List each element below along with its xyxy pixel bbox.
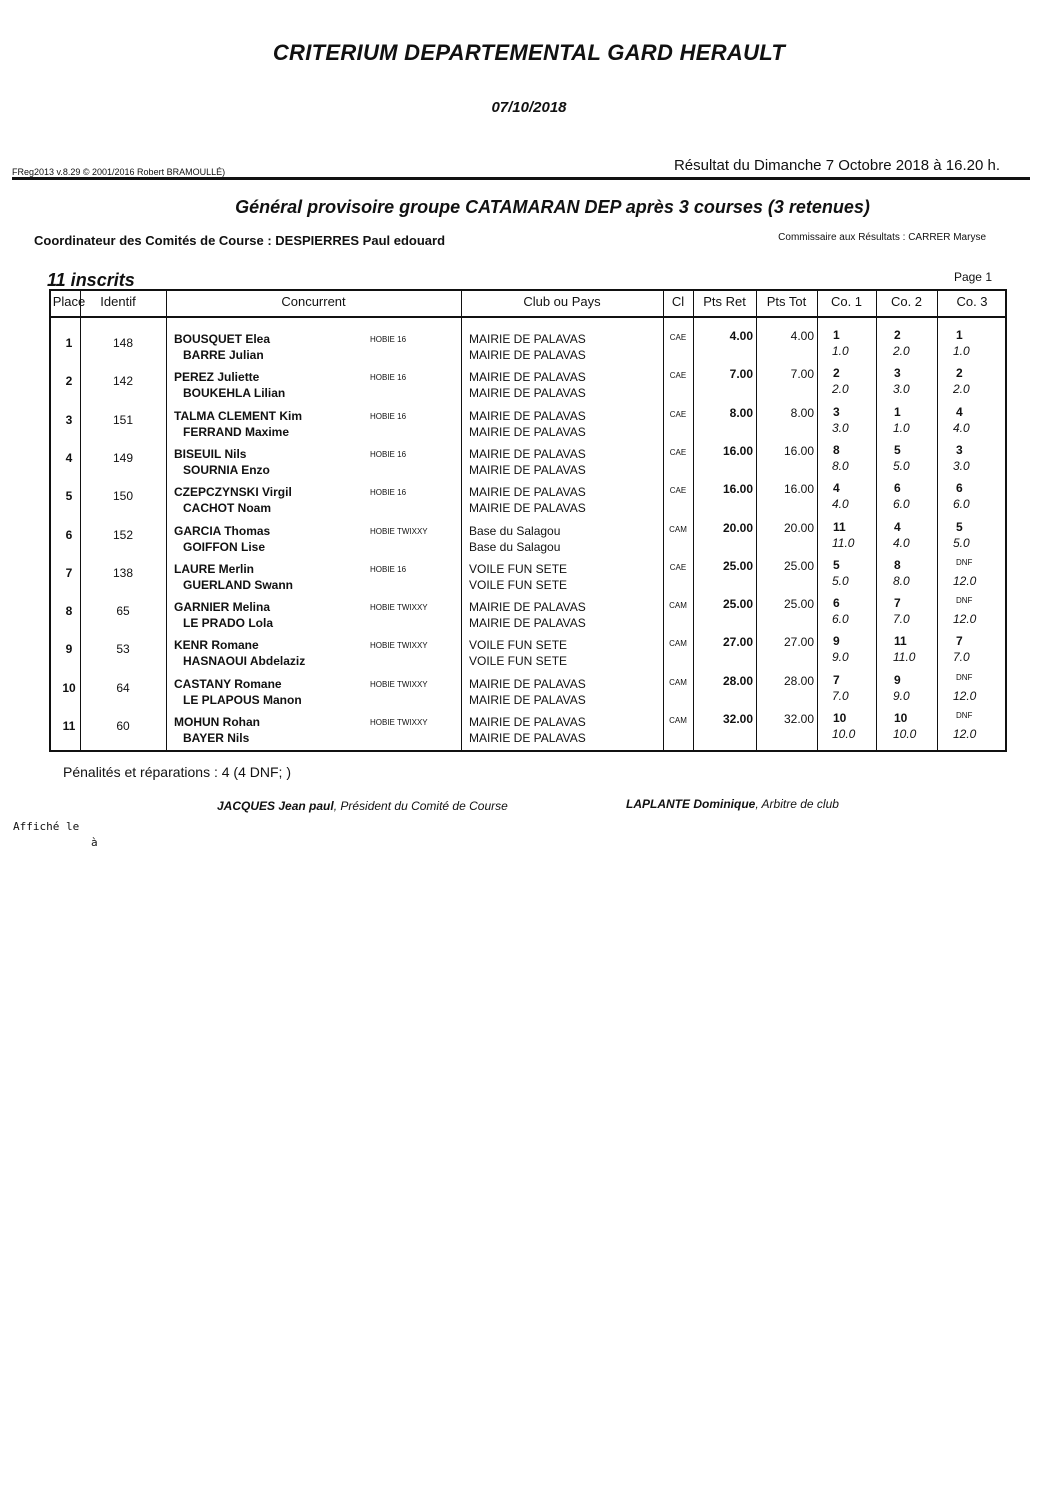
identif-cell: 65 (116, 604, 130, 619)
helm-name: MOHUN Rohan (174, 715, 260, 729)
course3-points: 5.0 (953, 535, 970, 550)
result-timestamp: Résultat du Dimanche 7 Octobre 2018 à 16.20 h. (673, 157, 1000, 174)
course1-points: 2.0 (832, 382, 849, 397)
crew-club: MAIRIE DE PALAVAS (469, 386, 586, 401)
identif-cell: 138 (112, 565, 134, 580)
place-cell: 9 (65, 642, 73, 657)
course3-place: 3 (956, 442, 963, 457)
place-cell: 10 (62, 680, 76, 695)
course1-place: 2 (833, 366, 840, 381)
crew-name: LE PLAPOUS Manon (183, 692, 302, 707)
class-cell: CAE (669, 486, 687, 496)
course2-place: 2 (894, 328, 901, 342)
place-cell: 8 (65, 604, 73, 619)
pts-ret-cell: 32.00 (722, 712, 753, 726)
crew-name: CACHOT Noam (183, 501, 272, 516)
pts-tot-cell: 16.00 (783, 443, 814, 458)
table-header-divider (49, 316, 1007, 318)
class-cell: CAM (669, 639, 687, 649)
place-cell: 5 (65, 489, 73, 504)
header-course-1: Co. 1 (830, 294, 863, 309)
ranking-subtitle: Général provisoire groupe CATAMARAN DEP après 3 courses (3 retenues) (235, 197, 870, 217)
helm-name: PEREZ Juliette (174, 370, 260, 385)
pts-ret-cell: 20.00 (722, 520, 753, 535)
course1-place: 5 (833, 557, 840, 572)
column-divider (876, 291, 877, 750)
crew-name: GUERLAND Swann (183, 577, 294, 592)
course1-place: 9 (833, 634, 840, 649)
course1-place: 7 (833, 672, 840, 687)
course3-place: 1 (956, 328, 963, 342)
pts-ret-cell: 7.00 (729, 367, 753, 382)
crew-club: MAIRIE DE PALAVAS (469, 462, 586, 477)
course2-points: 6.0 (893, 497, 910, 512)
identif-cell: 149 (112, 450, 134, 465)
coordinator-line: Coordinateur des Comités de Course : DESPIERRES Paul edouard (34, 233, 446, 248)
place-cell: 3 (65, 412, 73, 427)
course2-points: 3.0 (893, 382, 910, 397)
crew-name: GOIFFON Lise (183, 539, 266, 554)
course3-points: 4.0 (953, 420, 970, 435)
course2-place: 6 (894, 481, 901, 496)
course3-place: 4 (956, 404, 963, 419)
course2-points: 11.0 (893, 650, 916, 665)
column-divider (817, 291, 818, 750)
course1-place: 3 (833, 404, 840, 419)
header-divider (12, 177, 1030, 180)
course2-place: 1 (894, 404, 901, 419)
class-cell: CAM (669, 716, 687, 725)
header-course-2: Co. 2 (890, 294, 923, 309)
course2-points: 9.0 (893, 688, 910, 703)
crew-club: VOILE FUN SETE (469, 577, 568, 592)
header-course-3: Co. 3 (956, 294, 988, 309)
identif-cell: 150 (112, 489, 134, 504)
pts-tot-cell: 32.00 (783, 712, 814, 726)
boat-type: HOBIE TWIXXY (370, 526, 428, 536)
class-cell: CAE (669, 409, 687, 419)
place-cell: 4 (65, 450, 73, 465)
course3-place: DNF (956, 557, 973, 567)
column-divider (166, 291, 167, 750)
course2-place: 7 (894, 596, 901, 611)
helm-club: MAIRIE DE PALAVAS (469, 446, 586, 461)
course3-points: 12.0 (953, 573, 977, 588)
pts-ret-cell: 27.00 (722, 635, 753, 650)
course1-points: 3.0 (832, 420, 849, 435)
course1-points: 9.0 (832, 650, 849, 665)
pts-tot-cell: 20.00 (783, 520, 814, 535)
pts-tot-cell: 25.00 (783, 597, 814, 612)
course1-place: 11 (833, 519, 846, 534)
helm-club: MAIRIE DE PALAVAS (469, 332, 586, 346)
crew-name: BARRE Julian (183, 348, 264, 362)
boat-type: HOBIE TWIXXY (370, 718, 428, 727)
boat-type: HOBIE 16 (370, 449, 407, 459)
helm-club: MAIRIE DE PALAVAS (469, 676, 586, 691)
course3-place: 7 (956, 634, 963, 649)
helm-club: Base du Salagou (469, 523, 561, 538)
crew-name: BOUKEHLA Lilian (183, 386, 286, 401)
course1-points: 7.0 (832, 688, 849, 703)
helm-name: CASTANY Romane (174, 676, 282, 691)
course3-points: 3.0 (953, 458, 970, 473)
course1-points: 11.0 (832, 535, 855, 550)
course2-place: 11 (894, 634, 907, 649)
column-divider (461, 291, 462, 750)
header-class: Cl (671, 294, 685, 309)
course3-points: 12.0 (953, 688, 977, 703)
penalties-line: Pénalités et réparations : 4 (4 DNF; ) (63, 764, 291, 780)
course2-place: 10 (894, 711, 908, 725)
pts-ret-cell: 16.00 (722, 482, 753, 497)
pts-tot-cell: 8.00 (790, 405, 814, 420)
crew-name: FERRAND Maxime (183, 424, 290, 439)
event-date: 07/10/2018 (491, 99, 567, 116)
pts-tot-cell: 4.00 (790, 329, 814, 343)
crew-club: Base du Salagou (469, 539, 561, 554)
pts-tot-cell: 7.00 (790, 367, 814, 382)
place-cell: 7 (65, 565, 73, 580)
class-cell: CAE (669, 333, 687, 342)
boat-type: HOBIE 16 (370, 411, 407, 421)
entries-count: 11 inscrits (47, 270, 135, 290)
course3-place: DNF (956, 672, 973, 682)
helm-club: MAIRIE DE PALAVAS (469, 485, 586, 500)
pts-tot-cell: 16.00 (783, 482, 814, 497)
place-cell: 1 (65, 336, 73, 350)
helm-club: MAIRIE DE PALAVAS (469, 715, 586, 729)
course3-place: 6 (956, 481, 963, 496)
crew-club: MAIRIE DE PALAVAS (469, 731, 586, 745)
class-cell: CAE (669, 371, 687, 381)
crew-name: BAYER Nils (183, 731, 250, 745)
class-cell: CAM (669, 677, 687, 687)
president-role: , Président du Comité de Course (333, 799, 508, 813)
boat-type: HOBIE 16 (370, 564, 407, 574)
course2-points: 2.0 (893, 344, 910, 358)
boat-type: HOBIE 16 (370, 373, 407, 383)
course1-points: 4.0 (832, 497, 849, 512)
software-credit: FReg2013 v.8.29 © 2001/2016 Robert BRAMOULLÉ) (12, 167, 226, 177)
helm-club: MAIRIE DE PALAVAS (469, 600, 586, 615)
identif-cell: 148 (112, 336, 134, 350)
boat-type: HOBIE 16 (370, 335, 407, 344)
class-cell: CAE (669, 562, 687, 572)
document-title: CRITERIUM DEPARTEMENTAL GARD HERAULT (272, 40, 786, 65)
signature-referee (626, 797, 839, 811)
course2-points: 8.0 (893, 573, 910, 588)
president-name: JACQUES Jean paul (217, 799, 334, 813)
crew-club: VOILE FUN SETE (469, 654, 568, 669)
course2-points: 10.0 (893, 727, 917, 741)
pts-ret-cell: 28.00 (722, 673, 753, 688)
helm-name: CZEPCZYNSKI Virgil (174, 485, 292, 500)
course1-place: 4 (833, 481, 840, 496)
referee-role: , Arbitre de club (755, 797, 839, 811)
crew-club: MAIRIE DE PALAVAS (469, 424, 586, 439)
helm-name: GARCIA Thomas (174, 523, 271, 538)
course3-place: 5 (956, 519, 963, 534)
course1-points: 5.0 (832, 573, 849, 588)
identif-cell: 152 (112, 527, 134, 542)
pts-tot-cell: 28.00 (783, 673, 814, 688)
course1-place: 10 (833, 711, 847, 725)
class-cell: CAE (669, 447, 687, 457)
header-identif: Identif (100, 294, 136, 309)
place-cell: 2 (65, 374, 73, 389)
posted-at-label: à (91, 836, 98, 849)
helm-name: BOUSQUET Elea (174, 332, 271, 346)
course2-place: 3 (894, 366, 901, 381)
helm-club: MAIRIE DE PALAVAS (469, 408, 586, 423)
course2-place: 5 (894, 442, 901, 457)
helm-name: LAURE Merlin (174, 561, 255, 576)
course1-points: 6.0 (832, 612, 849, 627)
boat-type: HOBIE 16 (370, 488, 407, 498)
crew-name: LE PRADO Lola (183, 616, 274, 631)
boat-type: HOBIE TWIXXY (370, 679, 428, 689)
helm-club: VOILE FUN SETE (469, 561, 568, 576)
pts-ret-cell: 25.00 (722, 558, 753, 573)
course1-place: 6 (833, 596, 840, 611)
header-club: Club ou Pays (523, 294, 601, 309)
header-place: Place (52, 294, 86, 309)
course2-points: 1.0 (893, 420, 910, 435)
pts-ret-cell: 8.00 (729, 405, 753, 420)
helm-club: VOILE FUN SETE (469, 638, 568, 653)
identif-cell: 60 (116, 719, 130, 733)
course3-points: 6.0 (953, 497, 970, 512)
course3-place: 2 (956, 366, 963, 381)
crew-club: MAIRIE DE PALAVAS (469, 692, 586, 707)
class-cell: CAM (669, 524, 687, 534)
helm-name: KENR Romane (174, 638, 259, 653)
helm-name: TALMA CLEMENT Kim (174, 408, 302, 423)
signature-president (217, 799, 508, 813)
identif-cell: 142 (112, 374, 134, 389)
course1-place: 1 (833, 328, 840, 342)
pts-ret-cell: 4.00 (729, 329, 753, 343)
course3-points: 1.0 (953, 344, 970, 358)
pts-tot-cell: 27.00 (783, 635, 814, 650)
referee-name: LAPLANTE Dominique (626, 797, 756, 811)
course2-points: 7.0 (893, 612, 910, 627)
course2-points: 4.0 (893, 535, 910, 550)
identif-cell: 53 (116, 642, 130, 657)
place-cell: 6 (65, 527, 73, 542)
crew-name: HASNAOUI Abdelaziz (183, 654, 306, 669)
course3-place: DNF (956, 711, 973, 720)
crew-club: MAIRIE DE PALAVAS (469, 501, 586, 516)
header-pts-tot: Pts Tot (766, 294, 807, 309)
course1-points: 10.0 (832, 727, 856, 741)
pts-tot-cell: 25.00 (783, 558, 814, 573)
boat-type: HOBIE TWIXXY (370, 641, 428, 651)
helm-name: GARNIER Melina (174, 600, 271, 615)
pts-ret-cell: 16.00 (722, 443, 753, 458)
place-cell: 11 (62, 719, 76, 733)
course1-points: 1.0 (832, 344, 849, 358)
identif-cell: 64 (116, 680, 130, 695)
crew-club: MAIRIE DE PALAVAS (469, 348, 586, 362)
course3-place: DNF (956, 596, 973, 606)
posted-notice (13, 819, 98, 851)
course1-points: 8.0 (832, 458, 849, 473)
course3-points: 7.0 (953, 650, 970, 665)
course2-points: 5.0 (893, 458, 910, 473)
identif-cell: 151 (112, 412, 134, 427)
course2-place: 8 (894, 557, 901, 572)
pts-ret-cell: 25.00 (722, 597, 753, 612)
header-concurrent: Concurrent (281, 294, 346, 309)
header-pts-ret: Pts Ret (703, 294, 746, 309)
posted-on-label: Affiché le (13, 820, 80, 833)
commissioner-line: Commissaire aux Résultats : CARRER Maryse (778, 232, 986, 243)
course3-points: 12.0 (953, 727, 977, 741)
crew-club: MAIRIE DE PALAVAS (469, 616, 586, 631)
course2-place: 4 (894, 519, 901, 534)
boat-type: HOBIE TWIXXY (370, 603, 428, 613)
crew-name: SOURNIA Enzo (183, 462, 270, 477)
helm-name: BISEUIL Nils (174, 446, 247, 461)
page-number: Page 1 (953, 270, 992, 284)
course3-points: 2.0 (953, 382, 970, 397)
column-divider (937, 291, 938, 750)
helm-club: MAIRIE DE PALAVAS (469, 370, 586, 385)
class-cell: CAM (669, 601, 687, 611)
course2-place: 9 (894, 672, 901, 687)
course3-points: 12.0 (953, 612, 977, 627)
course1-place: 8 (833, 442, 840, 457)
